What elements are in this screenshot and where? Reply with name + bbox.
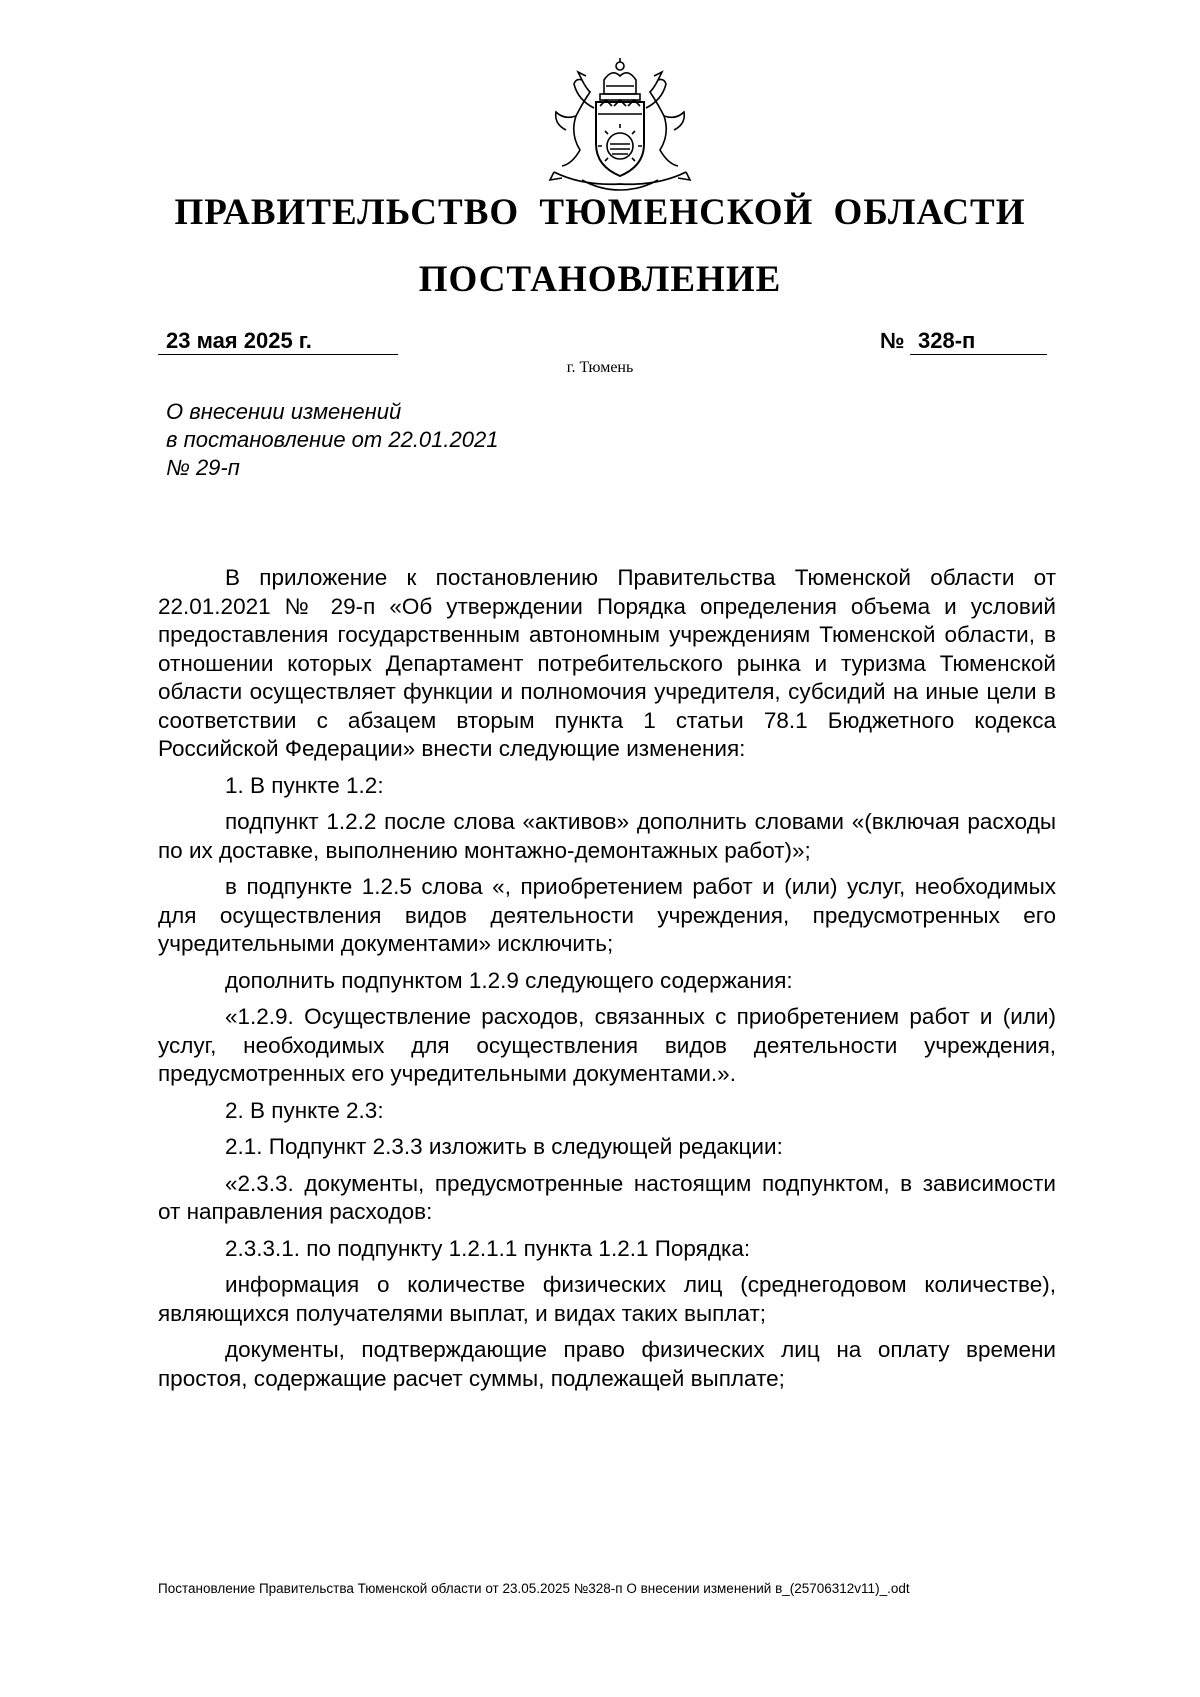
- body-paragraph: 2. В пункте 2.3:: [225, 1097, 384, 1123]
- subject-line: в постановление от 22.01.2021: [166, 427, 499, 452]
- body-paragraph: 1. В пункте 1.2:: [225, 772, 384, 798]
- body-paragraph: в подпункте 1.2.5 слова «, приобретением работ и (или) услуг, необходимых для осуществления видов деятельности учреждения, предусмотренных его учредительными документами» исключить;: [158, 874, 1056, 956]
- body-paragraph: В приложение к постановлению Правительства Тюменской области от 22.01.2021 № 29-п «Об утверждении Порядка определения объема и условий предоставления государственным автономным учреждениям Тюменской области, в отношении которых Департамент потребительского рынка и туризма Тюменской области осуществляет функции и полномочия учредителя, субсидий на иные цели в соответствии с абзацем вторым пункта 1 статьи 78.1 Бюджетного кодекса Российской Федерации» внести следующие изменения:: [158, 565, 1056, 761]
- body-paragraph: «2.3.3. документы, предусмотренные настоящим подпунктом, в зависимости от направления расходов:: [158, 1170, 1056, 1224]
- document-subject: [166, 398, 498, 482]
- document-number: 328-п: [918, 328, 976, 353]
- number-label: №: [880, 328, 905, 353]
- body-paragraph: 2.3.3.1. по подпункту 1.2.1.1 пункта 1.2.1 Порядка:: [225, 1235, 751, 1261]
- coat-of-arms-emblem: [542, 54, 698, 194]
- city-name: г. Тюмень: [566, 359, 634, 376]
- body-paragraph: «1.2.9. Осуществление расходов, связанных с приобретением работ и (или) услуг, необходимых для осуществления видов деятельности учреждения, предусмотренных его учредительными документами.».: [158, 1004, 1056, 1086]
- page-footer: Постановление Правительства Тюменской области от 23.05.2025 №328-п О внесении изменений в_(25706312v11)_.odt: [158, 1581, 910, 1596]
- number-underline: [910, 354, 1047, 355]
- subject-line: О внесении изменений: [166, 399, 402, 424]
- document-date: 23 мая 2025 г.: [166, 328, 312, 353]
- body-paragraph: информация о количестве физических лиц (среднегодовом количестве), являющихся получателями выплат, и видах таких выплат;: [158, 1272, 1056, 1326]
- document-type-title: ПОСТАНОВЛЕНИЕ: [418, 259, 782, 300]
- body-paragraph: дополнить подпунктом 1.2.9 следующего содержания:: [225, 967, 793, 993]
- document-body: [158, 564, 1056, 1401]
- body-paragraph: 2.1. Подпункт 2.3.3 изложить в следующей редакции:: [225, 1134, 783, 1159]
- date-underline: [158, 354, 398, 355]
- body-paragraph: документы, подтверждающие право физических лиц на оплату времени простоя, содержащие расчет суммы, подлежащей выплате;: [158, 1337, 1056, 1391]
- body-paragraph: подпункт 1.2.2 после слова «активов» дополнить словами «(включая расходы по их доставке, выполнению монтажно-демонтажных работ)»;: [158, 809, 1056, 863]
- organization-title: ПРАВИТЕЛЬСТВО ТЮМЕНСКОЙ ОБЛАСТИ: [174, 192, 1026, 233]
- subject-line: № 29-п: [166, 455, 240, 480]
